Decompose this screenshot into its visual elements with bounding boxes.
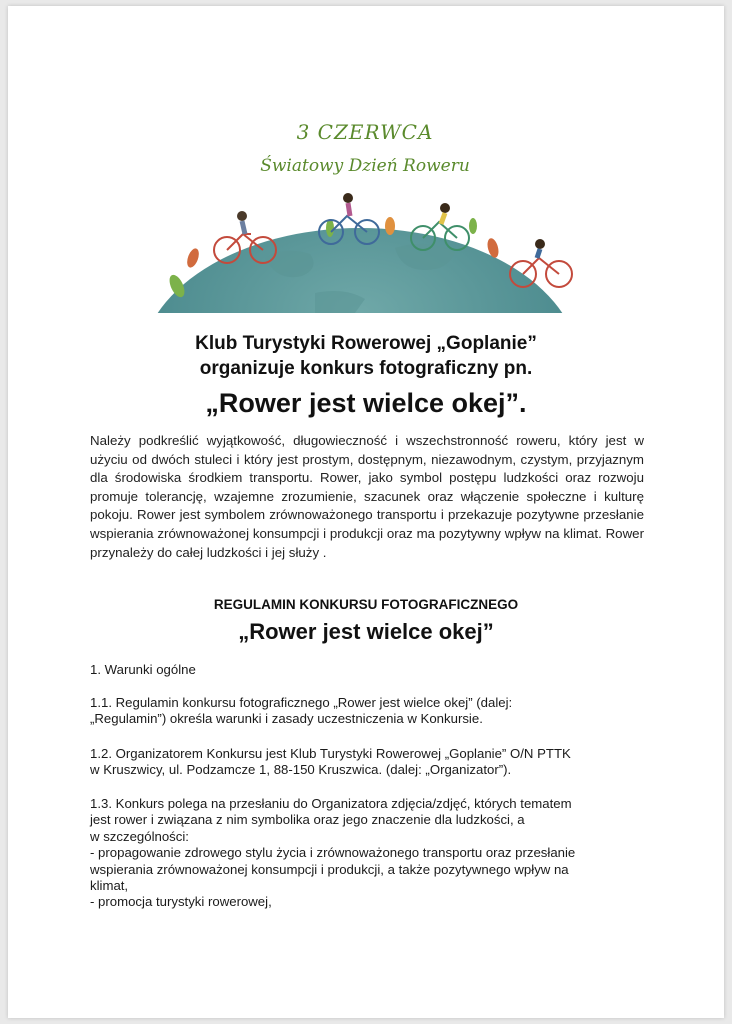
paragraph-line: 1.3. Konkurs polega na przesłaniu do Organizatora zdjęcia/zdjęć, których tematem [90, 796, 572, 811]
paragraph-line: jest rower i związana z nim symbolika oraz jego znaczenie dla ludzkości, a [90, 812, 525, 828]
paragraph-line: w Kruszwicy, ul. Podzamcze 1, 88-150 Kruszwica. (dalej: „Organizator”). [90, 762, 512, 778]
contest-heading: organizuje konkurs fotograficzny pn. [199, 358, 533, 379]
paragraph-1-1 [90, 695, 650, 728]
regulations-title: REGULAMIN KONKURSU FOTOGRAFICZNEGO [213, 597, 519, 612]
contest-title: „Rower jest wielce okej”. [205, 388, 527, 418]
banner-date: 3 CZERWCA [296, 120, 434, 144]
regulations-subtitle: „Rower jest wielce okej” [238, 619, 494, 644]
paragraph-line: - promocja turystyki rowerowej, [90, 894, 272, 910]
section-heading-general-conditions: 1. Warunki ogólne [90, 662, 196, 677]
paragraph-1-2 [90, 746, 650, 779]
paragraph-line: wspierania zrównoważonej konsumpcji i produkcji, a także pozytywnego wpływ na [90, 861, 569, 877]
paragraph-line: klimat, [90, 878, 129, 894]
world-bicycle-day-banner [145, 108, 585, 313]
paragraph-line: 1.2. Organizatorem Konkursu jest Klub Turystyki Rowerowej „Goplanie” O/N PTTK [90, 746, 571, 761]
paragraph-line: „Regulamin”) określa warunki i zasady uczestniczenia w Konkursie. [90, 711, 483, 727]
paragraph-line: w szczególności: [90, 828, 189, 844]
paragraph-1-3 [90, 796, 650, 911]
paragraph-line: - propagowanie zdrowego stylu życia i zrównoważonego transportu oraz przesłanie [90, 845, 576, 861]
paragraph-line: 1.1. Regulamin konkursu fotograficznego „Rower jest wielce okej” (dalej: [90, 695, 513, 710]
intro-paragraph: Należy podkreślić wyjątkowość, długowieczność i wszechstronność roweru, który jest w użyciu od dwóch stuleci i który jest prostym, dostępnym, niezawodnym, czystym, przyjaznym dla środowiska środkiem transportu. Rower, jako symbol postępu ludzkości oraz rozwoju promuje tolerancję, wzajemne zrozumienie, szacunek oraz włączenie społeczne i kulturę pokoju. Rower jest symbolem zrównoważonego transportu i przekazuje pozytywne przesłanie wspierania zrównoważonej konsumpcji i produkcji oraz ma pozytywny wpływ na klimat. Rower przynależy do całej ludzkości i jej służy . [90, 433, 644, 560]
organizer-heading: Klub Turystyki Rowerowej „Goplanie” [195, 333, 537, 354]
banner-event-name: Światowy Dzień Roweru [260, 156, 470, 176]
